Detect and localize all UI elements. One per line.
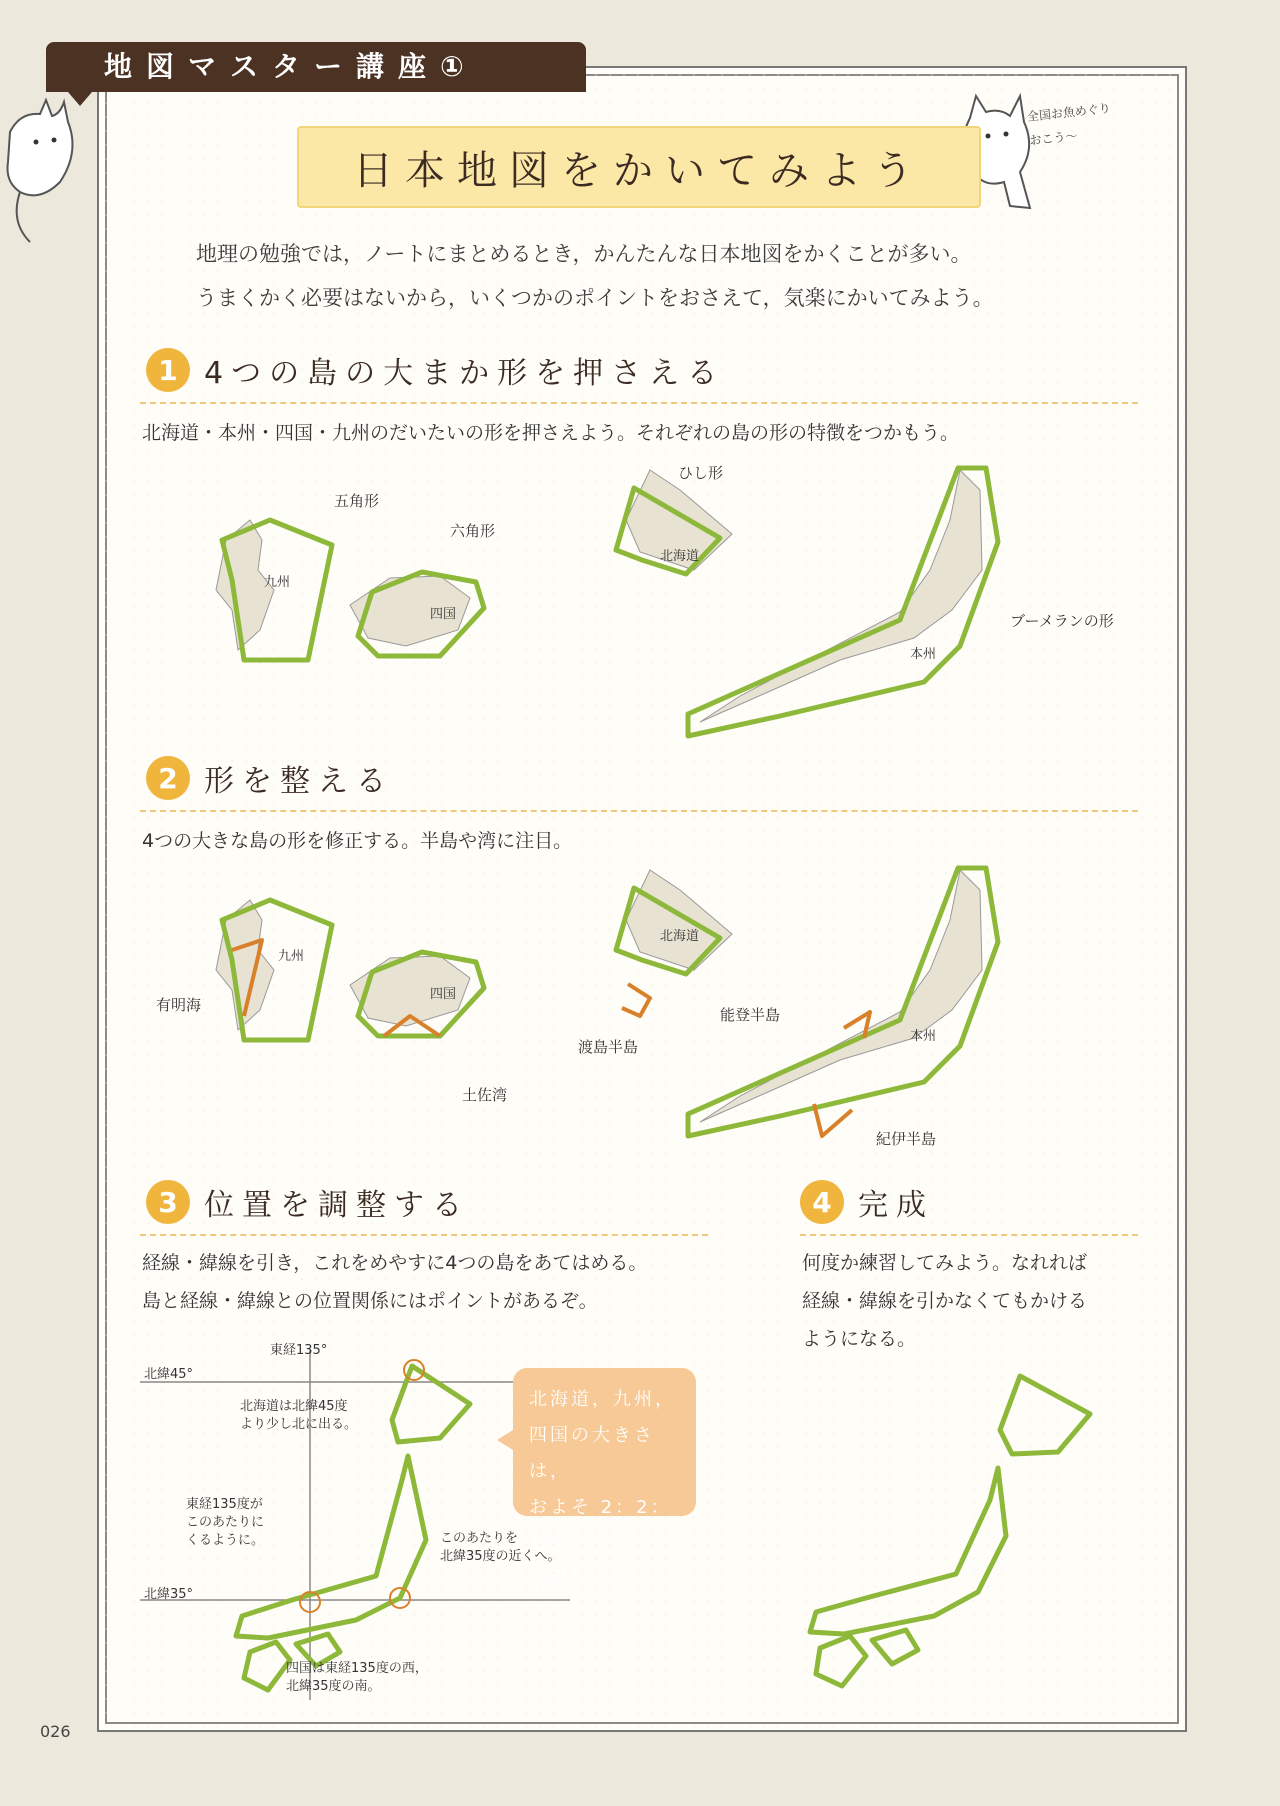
n35-note-2: 北緯35度の近くへ。	[440, 1549, 561, 1564]
step-1-heading	[146, 348, 725, 392]
step-3-heading	[146, 1180, 470, 1224]
shikoku-label: 四国	[430, 607, 457, 622]
page-title-text: 日本地図をかいてみよう	[353, 147, 925, 194]
step-1-divider	[140, 402, 1138, 404]
step-1-number-badge: 1	[146, 348, 190, 392]
honshu-island	[688, 468, 998, 736]
step-3-description-line-2: 島と経線・緯線との位置関係にはポイントがあるぞ。	[142, 1290, 598, 1312]
ratio-line-4: 割合！	[529, 1569, 592, 1590]
intro-line-1: 地理の勉強では，ノートにまとめるとき，かんたんな日本地図をかくことが多い。	[196, 242, 972, 266]
kyushu-label: 九州	[264, 575, 291, 590]
e135-note-3: くるように。	[186, 1533, 265, 1548]
n45-label: 北緯45°	[144, 1367, 194, 1382]
step-1-map-illustration	[140, 460, 1140, 780]
ratio-line-1: 北海道，九州，	[529, 1389, 676, 1410]
e135-note-1: 東経135度が	[186, 1497, 263, 1512]
honshu-refined	[688, 868, 998, 1136]
step-2-divider	[140, 810, 1138, 812]
step-4-completed-map	[800, 1360, 1120, 1700]
step-4-description	[802, 1244, 1087, 1358]
step-4-title: 完成	[858, 1188, 934, 1223]
cat-speech-note: 全国お魚めぐり おこう～	[1026, 101, 1112, 148]
ariake-label: 有明海	[156, 996, 202, 1014]
cat-left-illustration	[0, 92, 90, 252]
step-3-divider	[140, 1234, 708, 1236]
hokkaido-note-1: 北海道は北緯45度	[240, 1399, 348, 1414]
n35-note-1: このあたりを	[440, 1531, 519, 1546]
kii-label: 紀伊半島	[876, 1130, 937, 1148]
kyushu-label-2: 九州	[278, 949, 305, 964]
lesson-tab	[46, 42, 586, 92]
ratio-callout-tail	[497, 1430, 513, 1450]
shikoku-refined	[350, 952, 484, 1036]
ratio-line-3: およそ 2：2：1の	[529, 1497, 672, 1554]
honshu-label: 本州	[910, 647, 937, 662]
step-2-heading	[146, 756, 394, 800]
step-4-line-2: 経線・緯線を引かなくてもかける	[802, 1290, 1088, 1312]
step-1-title: 4つの島の大まか形を押さえる	[204, 356, 726, 391]
ratio-line-2: 四国の大きさは，	[529, 1425, 655, 1482]
intro-paragraph	[196, 232, 1136, 320]
kyushu-island	[216, 520, 332, 660]
e135-note-2: このあたりに	[186, 1515, 265, 1530]
kyushu-refined	[216, 900, 332, 1040]
e135-label: 東経135°	[270, 1343, 328, 1358]
oshima-label: 渡島半島	[578, 1038, 639, 1056]
hokkaido-note-2: より少し北に出る。	[240, 1417, 358, 1432]
step-1-description: 北海道・本州・四国・九州のだいたいの形を押さえよう。それぞれの島の形の特徴をつかもう。	[142, 422, 960, 444]
step-4-line-3: ようになる。	[802, 1328, 917, 1350]
step-2-description: 4つの大きな島の形を修正する。半島や湾に注目。	[142, 830, 573, 852]
noto-label: 能登半島	[720, 1006, 781, 1024]
hokkaido-shape-label: ひし形	[678, 464, 724, 482]
shikoku-shape-label: 六角形	[450, 522, 496, 540]
step-3-title: 位置を調整する	[204, 1188, 470, 1223]
hokkaido-label-2: 北海道	[660, 929, 700, 944]
step-2-title: 形を整える	[204, 764, 394, 799]
step-2-map-illustration	[140, 860, 1140, 1160]
step-4-heading	[800, 1180, 934, 1224]
page-number: 026	[40, 1722, 71, 1741]
kyushu-shape-label: 五角形	[334, 492, 380, 510]
honshu-shape-label: ブーメランの形	[1010, 612, 1114, 630]
shikoku-label-2: 四国	[430, 987, 457, 1002]
n35-label: 北緯35°	[144, 1587, 194, 1602]
shikoku-note-2: 北緯35度の南。	[286, 1679, 381, 1694]
tosa-label: 土佐湾	[462, 1086, 508, 1104]
step-3-number-badge: 3	[146, 1180, 190, 1224]
step-3-description-line-1: 経線・緯線を引き，これをめやすに4つの島をあてはめる。	[142, 1252, 648, 1274]
lesson-tab-label: 地図マスター講座①	[104, 50, 478, 83]
shikoku-island	[350, 572, 484, 656]
step-2-number-badge: 2	[146, 756, 190, 800]
shikoku-note-1: 四国は東経135度の西，	[286, 1661, 428, 1676]
hokkaido-label: 北海道	[660, 549, 700, 564]
ratio-callout	[513, 1368, 696, 1590]
step-4-line-1: 何度か練習してみよう。なれれば	[802, 1252, 1088, 1274]
page-title	[297, 126, 981, 208]
step-3-description	[142, 1244, 647, 1320]
step-4-number-badge: 4	[800, 1180, 844, 1224]
japan-outline-with-grid	[236, 1366, 470, 1690]
intro-line-2: うまくかく必要はないから，いくつかのポイントをおさえて，気楽にかいてみよう。	[196, 286, 994, 310]
step-4-divider	[800, 1234, 1138, 1236]
honshu-label-2: 本州	[910, 1029, 937, 1044]
